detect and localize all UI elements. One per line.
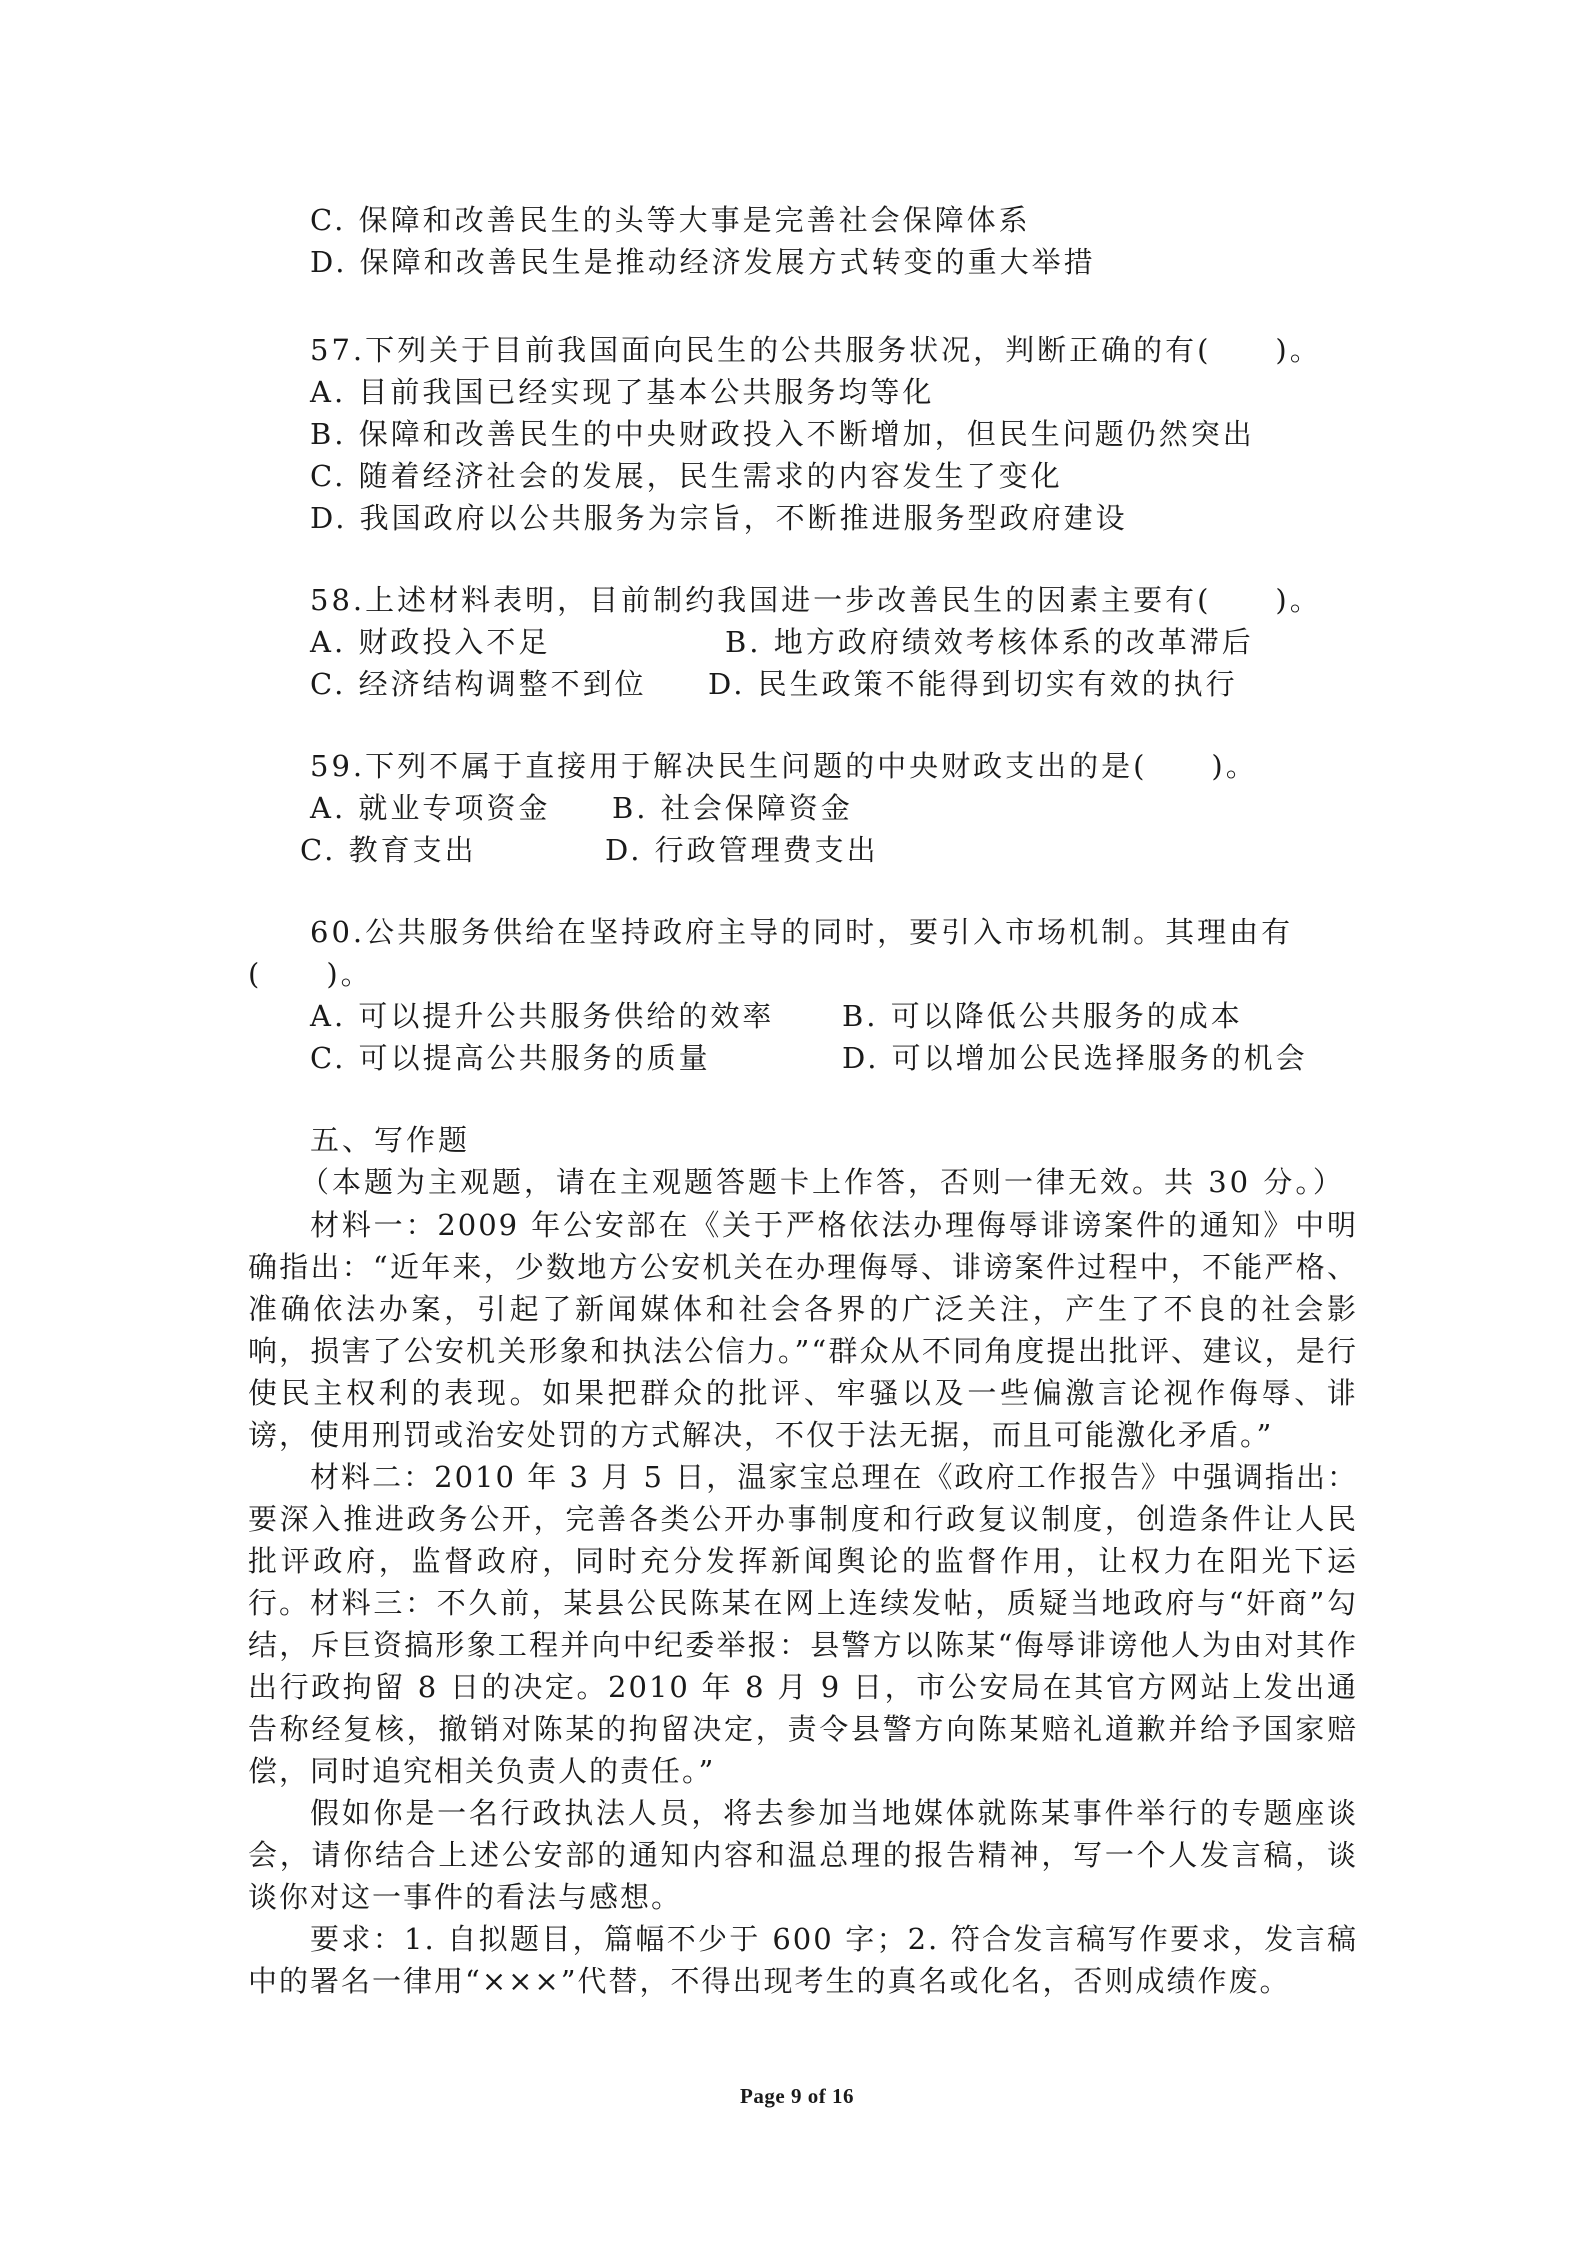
material-2: 材料二：2010 年 3 月 5 日，温家宝总理在《政府工作报告》中强调指出：要深入推进政务公开，完善各类公开办事制度和行政复议制度，创造条件让人民批评政府，监督政府，同时充分发挥新闻舆论的监督作用，让权力在阳光下运行。 (248, 1460, 1358, 1620)
q60-stem-line2: ( )。 (248, 957, 373, 991)
q58-option-d: D. 民生政策不能得到切实有效的执行 (708, 667, 1238, 701)
q58-option-c: C. 经济结构调整不到位 (310, 667, 647, 701)
q57-stem: 57.下列关于目前我国面向民生的公共服务状况，判断正确的有( )。 (310, 333, 1322, 367)
q57-option-c: C. 随着经济社会的发展，民生需求的内容发生了变化 (310, 459, 1063, 493)
q59-stem: 59.下列不属于直接用于解决民生问题的中央财政支出的是( )。 (310, 749, 1258, 783)
q56-option-d: D. 保障和改善民生是推动经济发展方式转变的重大举措 (310, 245, 1096, 279)
section-5-note: （本题为主观题，请在主观题答题卡上作答，否则一律无效。共 30 分。） (300, 1165, 1345, 1199)
q60-option-a: A. 可以提升公共服务供给的效率 (310, 999, 775, 1033)
writing-requirements: 要求：1. 自拟题目，篇幅不少于 600 字；2. 符合发言稿写作要求，发言稿中的署名一律用“×××”代替，不得出现考生的真名或化名，否则成绩作废。 (248, 1922, 1358, 1998)
q59-option-d: D. 行政管理费支出 (605, 833, 879, 867)
q60-stem-line1: 60.公共服务供给在坚持政府主导的同时，要引入市场机制。其理由有 (310, 915, 1294, 949)
page-number: Page 9 of 16 (740, 2084, 854, 2108)
q57-option-d: D. 我国政府以公共服务为宗旨，不断推进服务型政府建设 (310, 501, 1128, 535)
writing-task: 假如你是一名行政执法人员，将去参加当地媒体就陈某事件举行的专题座谈会，请你结合上述公安部的通知内容和温总理的报告精神，写一个人发言稿，谈谈你对这一事件的看法与感想。 (248, 1796, 1358, 1914)
q59-option-a: A. 就业专项资金 (310, 791, 551, 825)
section-5-title: 五、写作题 (310, 1123, 471, 1157)
q60-option-c: C. 可以提高公共服务的质量 (310, 1041, 711, 1075)
q57-option-b: B. 保障和改善民生的中央财政投入不断增加，但民生问题仍然突出 (310, 417, 1255, 451)
q56-option-c: C. 保障和改善民生的头等大事是完善社会保障体系 (310, 203, 1031, 237)
q58-option-b: B. 地方政府绩效考核体系的改革滞后 (725, 625, 1254, 659)
q59-option-b: B. 社会保障资金 (612, 791, 853, 825)
q58-option-a: A. 财政投入不足 (310, 625, 551, 659)
q58-stem: 58.上述材料表明，目前制约我国进一步改善民生的因素主要有( )。 (310, 583, 1322, 617)
q60-option-d: D. 可以增加公民选择服务的机会 (842, 1041, 1308, 1075)
q57-option-a: A. 目前我国已经实现了基本公共服务均等化 (310, 375, 935, 409)
q59-option-c: C. 教育支出 (300, 833, 477, 867)
material-1: 材料一：2009 年公安部在《关于严格依法办理侮辱诽谤案件的通知》中明确指出：“近年来，少数地方公安机关在办理侮辱、诽谤案件过程中，不能严格、准确依法办案，引起了新闻媒体和社会各界的广泛关注，产生了不良的社会影响，损害了公安机关形象和执法公信力。”“群众从不同角度提出批评、建议，是行使民主权利的表现。如果把群众的批评、牢骚以及一些偏激言论视作侮辱、诽谤，使用刑罚或治安处罚的方式解决，不仅于法无据，而且可能激化矛盾。” (248, 1208, 1358, 1452)
q60-option-b: B. 可以降低公共服务的成本 (842, 999, 1243, 1033)
material-3: 材料三：不久前，某县公民陈某在网上连续发帖，质疑当地政府与“奸商”勾结，斥巨资搞形象工程并向中纪委举报：县警方以陈某“侮辱诽谤他人为由对其作出行政拘留 8 日的决定。2010 年 8 月 9 日，市公安局在其官方网站上发出通告称经复核，撤销对陈某的拘留决定，责令县警方向陈某赔礼道歉并给予国家赔偿，同时追究相关负责人的责任。” (248, 1586, 1358, 1788)
